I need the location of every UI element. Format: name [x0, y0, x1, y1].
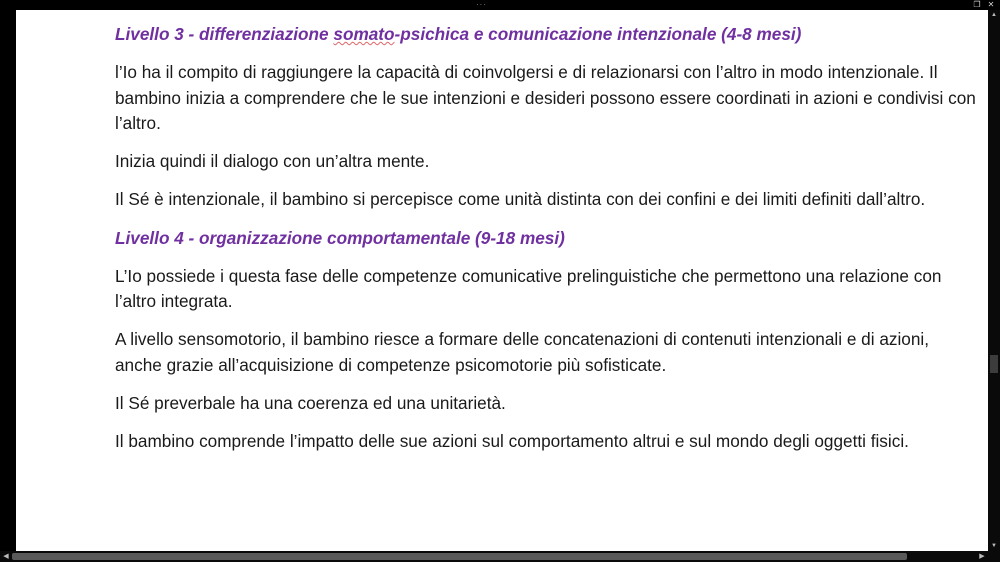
vertical-scrollbar[interactable]: [988, 10, 1000, 551]
window-titlebar[interactable]: [0, 0, 1000, 10]
heading-level-3-suffix: -psichica e comunicazione intenzionale (4-8 mesi): [394, 24, 802, 44]
horizontal-scroll-thumb[interactable]: [12, 553, 907, 560]
heading-level-4: Livello 4 - organizzazione comportamentale (9-18 mesi): [115, 227, 565, 248]
document-page: [16, 10, 988, 551]
paragraph-impatto-azioni: Il bambino comprende l’impatto delle sue azioni sul comportamento altrui e sul mondo degli oggetti fisici.: [115, 431, 909, 452]
drag-handle-icon[interactable]: ···: [476, 0, 487, 9]
paragraph-io-intenzionale: l’Io ha il compito di raggiungere la capacità di coinvolgersi e di relazionarsi con l’altro in modo intenzionale. Il bambino inizia a comprendere che le sue intenzioni e desideri possono essere coordinati in azioni e condivisi con l’altro.: [115, 62, 976, 134]
paragraph-se-intenzionale: Il Sé è intenzionale, il bambino si percepisce come unità distinta con dei confini e dei limiti definiti dall’altro.: [115, 189, 926, 210]
scroll-down-icon[interactable]: ▼: [991, 543, 997, 549]
paragraph-dialogo: Inizia quindi il dialogo con un’altra mente.: [115, 151, 430, 172]
close-icon[interactable]: ✕: [987, 0, 995, 9]
restore-icon[interactable]: ❐: [973, 0, 981, 9]
heading-level-3: [115, 22, 977, 48]
spellcheck-flagged-word[interactable]: somato: [333, 24, 395, 44]
paragraph-se-preverbale: Il Sé preverbale ha una coerenza ed una unitarietà.: [115, 393, 506, 414]
horizontal-scrollbar[interactable]: [0, 551, 1000, 562]
scroll-right-icon[interactable]: ▶: [979, 553, 985, 560]
paragraph-sensomotorio: A livello sensomotorio, il bambino riesce a formare delle concatenazioni di contenuti intenzionali e di azioni, anche grazie all’acquisizione di competenze psicomotorie più sofisticate.: [115, 329, 929, 375]
document-body: [115, 22, 977, 467]
heading-level-3-prefix: Livello 3 - differenziazione: [115, 24, 334, 44]
scroll-left-icon[interactable]: ◀: [3, 553, 9, 560]
vertical-scroll-thumb[interactable]: [990, 355, 998, 373]
scroll-up-icon[interactable]: ▲: [991, 12, 997, 18]
paragraph-io-prelinguistico: L’Io possiede i questa fase delle competenze comunicative prelinguistiche che permettono una relazione con l’altro integrata.: [115, 265, 942, 312]
